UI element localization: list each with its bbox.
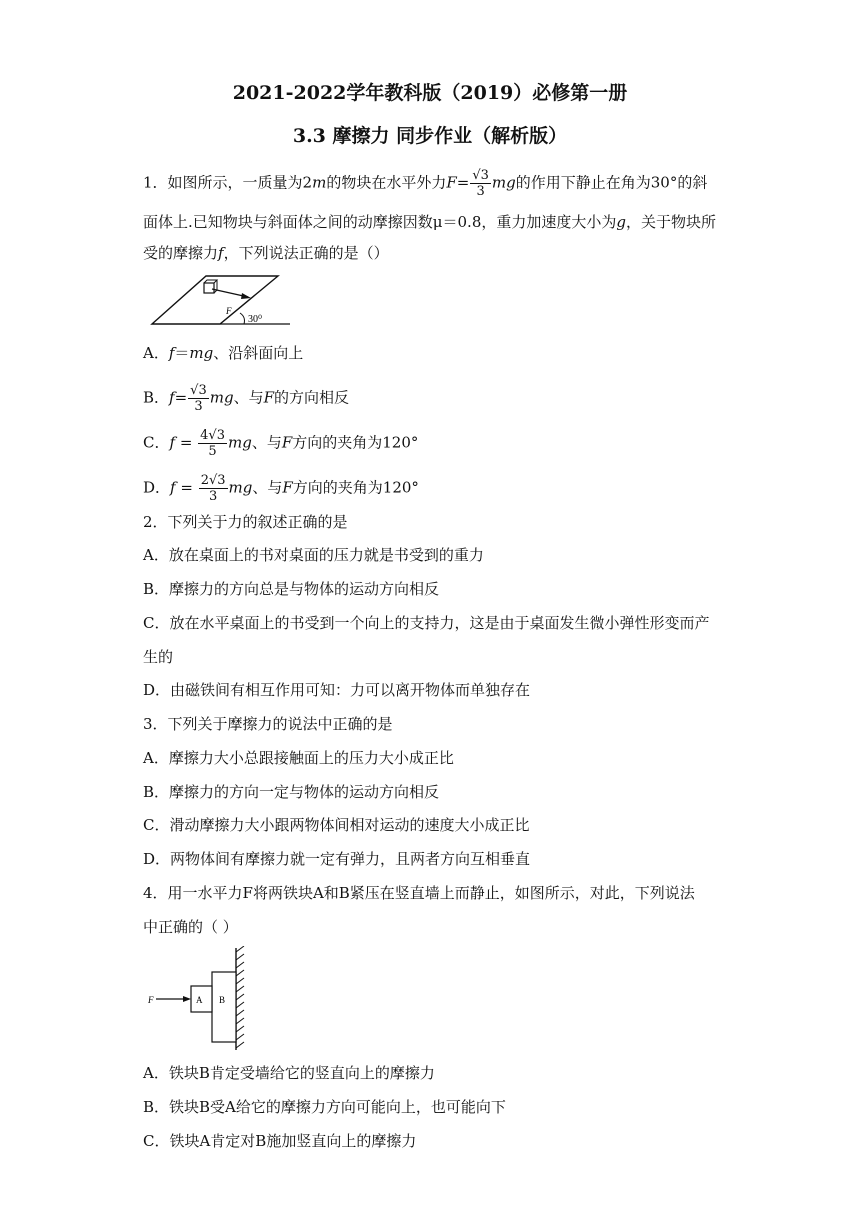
q1-option-d: D．f = $\frac{2√3}{3}$ mg、与F方向的夹角为120° <box>143 473 419 504</box>
q3-option-c: C．滑动摩擦力大小跟两物体间相对运动的速度大小成正比 <box>143 816 530 834</box>
q3-option-a: A．摩擦力大小总跟接触面上的压力大小成正比 <box>143 749 454 767</box>
fig-block-a-label: A <box>196 995 203 1005</box>
q2-option-c: C．放在水平桌面上的书受到一个向上的支持力，这是由于桌面发生微小弹性形变而产 <box>143 614 710 632</box>
q1-stem-line2: 面体上.已知物块与斜面体之间的动摩擦因数μ＝0.8，重力加速度大小为g，关于物块所 <box>143 213 716 231</box>
fig-force-label: F <box>226 306 232 316</box>
q4-option-a: A．铁块B肯定受墙给它的竖直向上的摩擦力 <box>143 1064 435 1082</box>
q2-option-d: D．由磁铁间有相互作用可知：力可以离开物体而单独存在 <box>143 681 531 699</box>
block-b-shape <box>212 972 236 1042</box>
q2-option-c-cont: 生的 <box>143 648 174 666</box>
q1-stem-line3: 受的摩擦力f，下列说法正确的是（） <box>143 244 389 262</box>
q1-option-b: B．f= $\frac{√3}{3}$ mg、与F的方向相反 <box>143 383 350 414</box>
q4-option-c: C．铁块A肯定对B施加竖直向上的摩擦力 <box>143 1132 417 1150</box>
q3-option-d: D．两物体间有摩擦力就一定有弹力，且两者方向互相垂直 <box>143 850 531 868</box>
q3-option-b: B．摩擦力的方向一定与物体的运动方向相反 <box>143 783 440 801</box>
q1-stem-line1: 1．如图所示，一质量为2m的物块在水平外力F= $\frac{√3}{3}$ mg的作用下静止在角为30°的斜 <box>143 168 708 199</box>
fig-force-label: F <box>148 995 154 1005</box>
fig-block-b-label: B <box>219 995 226 1005</box>
q4-stem-line2: 中正确的（ ） <box>143 918 238 936</box>
q1-option-a: A．f＝mg、沿斜面向上 <box>143 344 304 362</box>
document-title: 2021-2022学年教科版（2019）必修第一册 <box>232 82 628 104</box>
wall-blocks-figure <box>146 946 256 1052</box>
q4-stem-line1: 4．用一水平力F将两铁块A和B紧压在竖直墙上而静止，如图所示，对此，下列说法 <box>143 884 695 902</box>
q2-stem: 2．下列关于力的叙述正确的是 <box>143 513 348 531</box>
block-shape <box>204 283 214 293</box>
q3-stem: 3．下列关于摩擦力的说法中正确的是 <box>143 715 393 733</box>
q4-option-b: B．铁块B受A给它的摩擦力方向可能向上，也可能向下 <box>143 1098 506 1116</box>
q1-option-c: C．f = $\frac{4√3}{5}$ mg、与F方向的夹角为120° <box>143 428 419 459</box>
q2-option-b: B．摩擦力的方向总是与物体的运动方向相反 <box>143 580 440 598</box>
q1-fraction: $\frac{√3}{3}$ <box>472 168 489 199</box>
q2-option-a: A．放在桌面上的书对桌面的压力就是书受到的重力 <box>143 546 484 564</box>
fig-angle-label: 30⁰ <box>248 314 263 325</box>
document-subtitle: 3.3 摩擦力 同步作业（解析版） <box>292 125 568 147</box>
incline-figure <box>148 272 296 334</box>
